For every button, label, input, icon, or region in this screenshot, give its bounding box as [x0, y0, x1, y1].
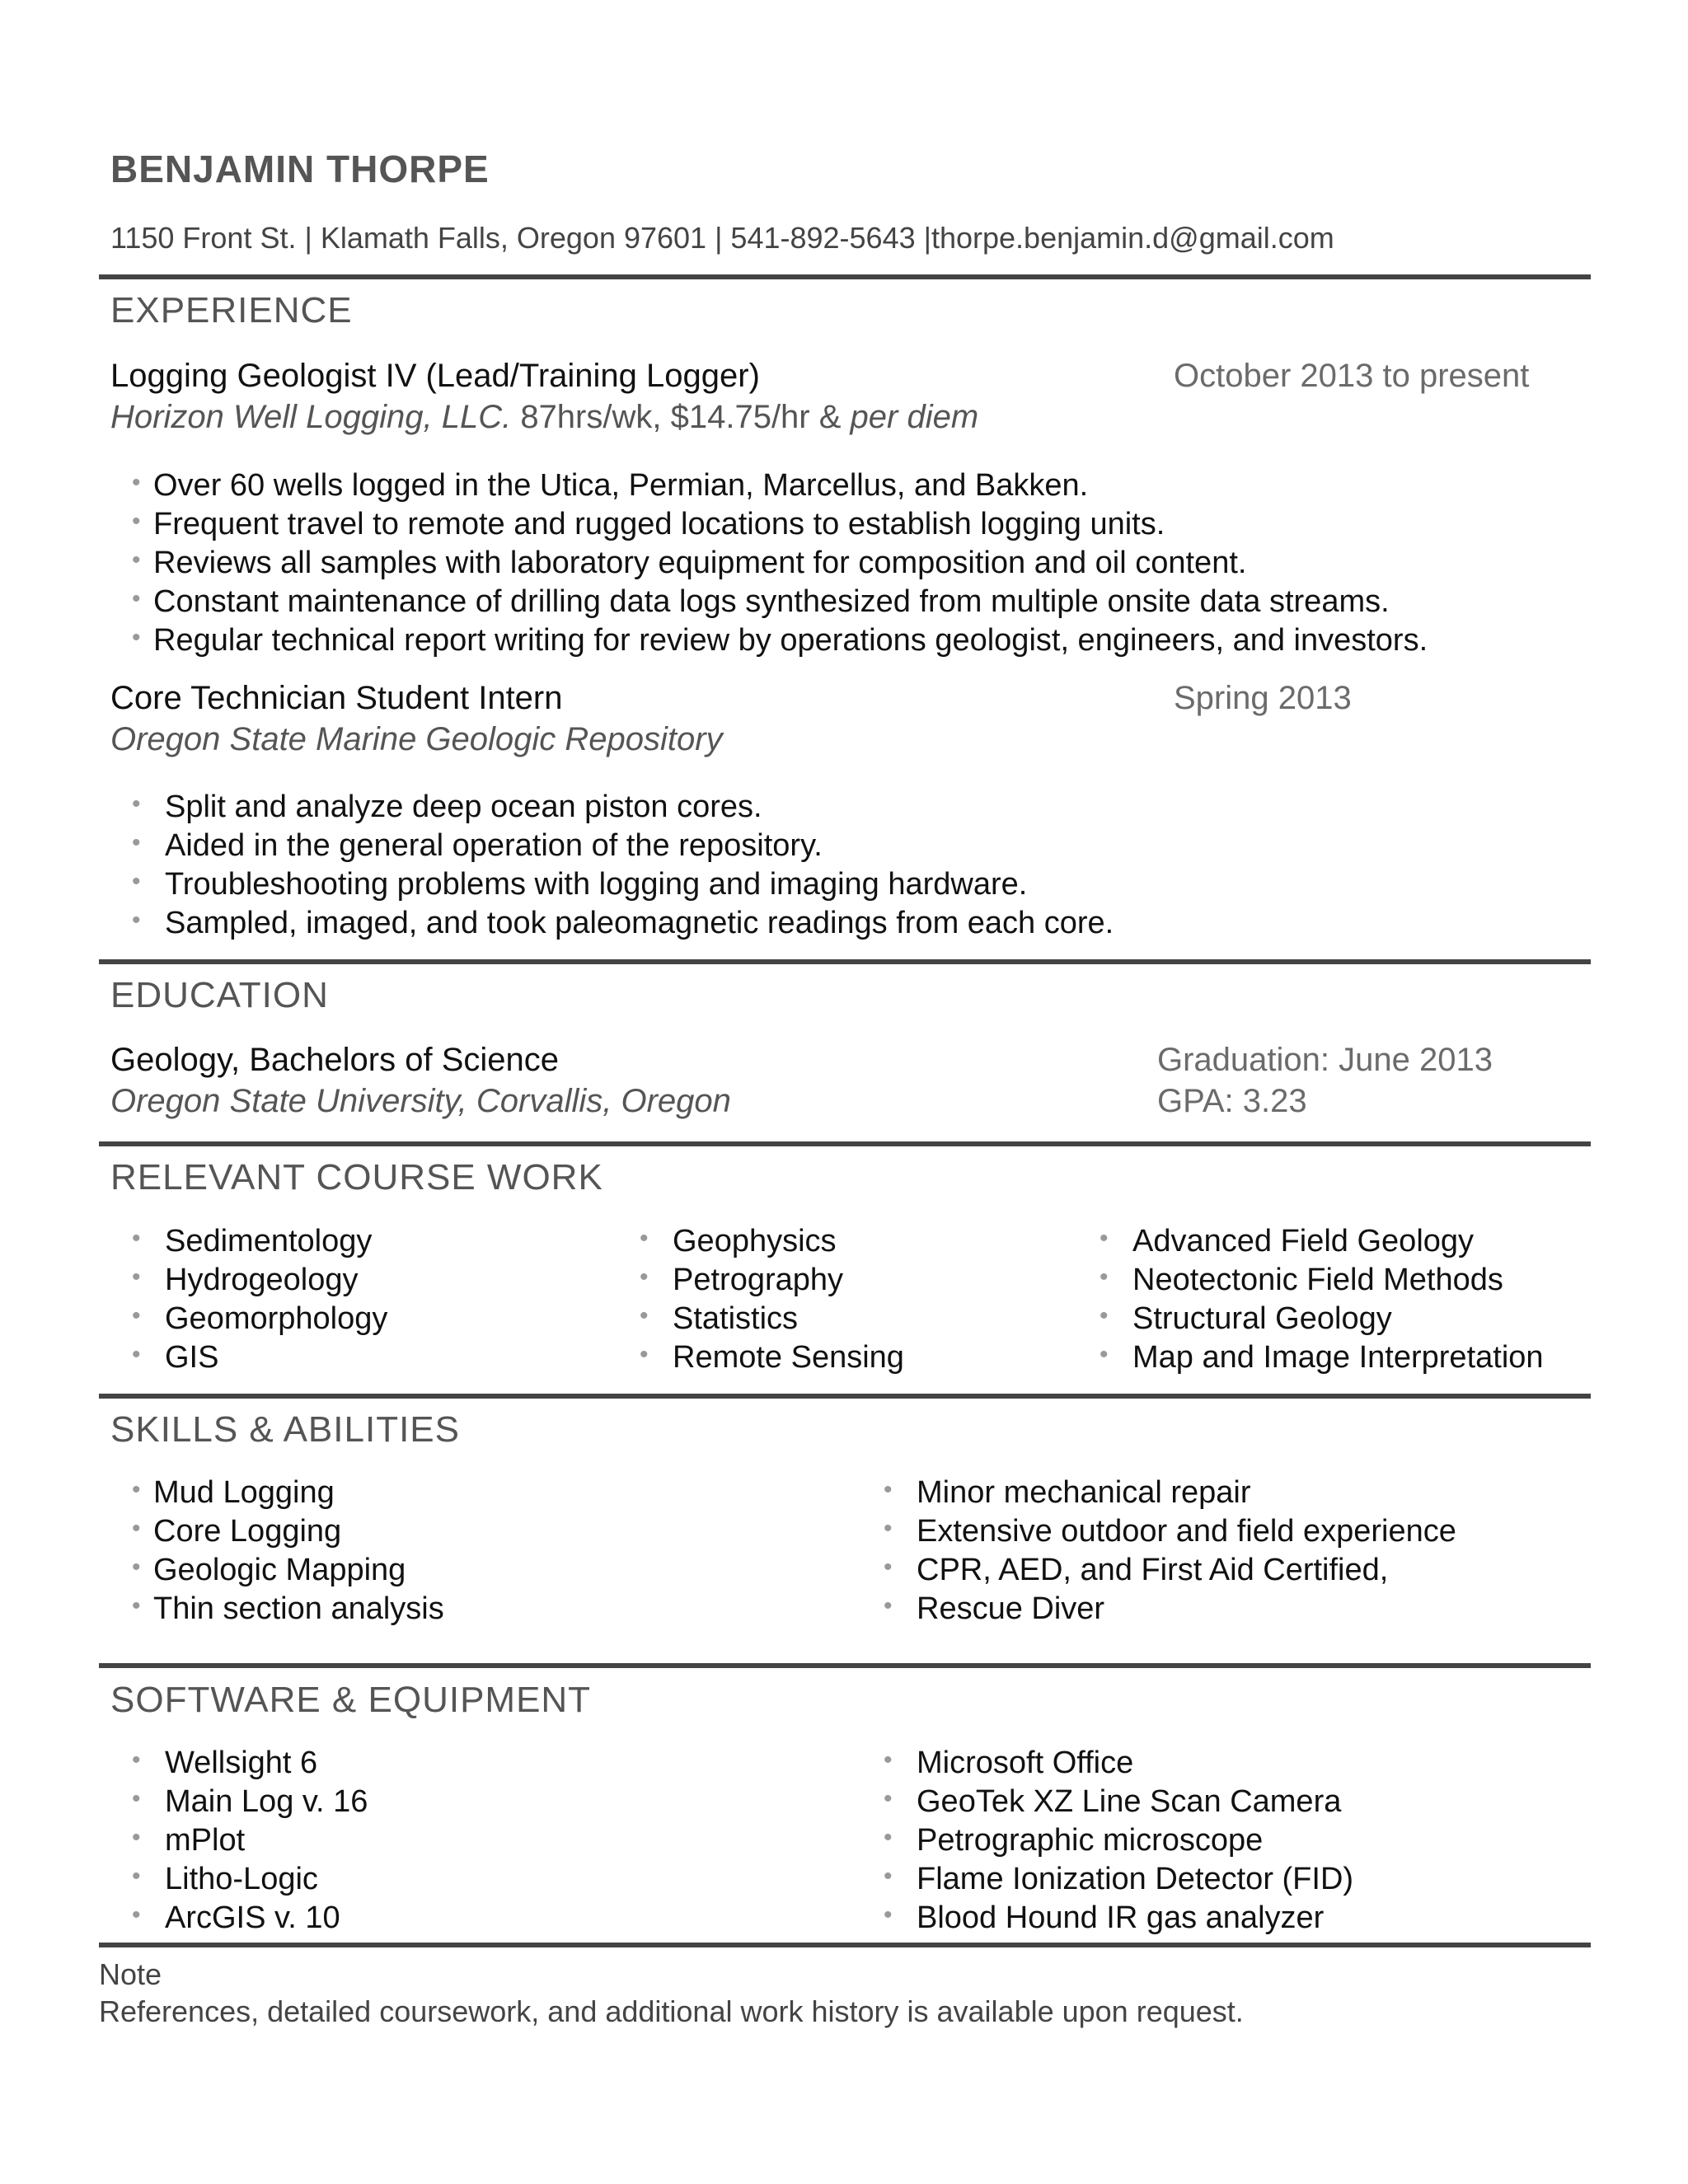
list-item: • Neotectonic Field Methods: [1100, 1261, 1544, 1300]
bullet-icon: •: [132, 1302, 141, 1329]
list-item: • Split and analyze deep ocean piston cores.: [132, 788, 1114, 827]
bullet-icon: •: [884, 1863, 893, 1890]
list-item: • Hydrogeology: [132, 1261, 387, 1300]
section-divider: [99, 1394, 1591, 1399]
section-heading-skills: SKILLS & ABILITIES: [110, 1409, 460, 1450]
job-title: Logging Geologist IV (Lead/Training Logger): [110, 358, 760, 394]
list-item: • Minor mechanical repair: [884, 1474, 1456, 1512]
bullet-icon: •: [884, 1515, 893, 1542]
job-organization: [110, 399, 978, 436]
bullet-icon: •: [1100, 1341, 1109, 1368]
list-item: • Geologic Mapping: [132, 1551, 444, 1590]
bullet-icon: •: [132, 1263, 141, 1291]
list-item: • Sampled, imaged, and took paleomagnetic readings from each core.: [132, 904, 1114, 943]
bullet-icon: •: [132, 1515, 141, 1542]
list-item: • Map and Image Interpretation: [1100, 1338, 1544, 1377]
bullet-icon: •: [132, 585, 141, 612]
list-item: • Reviews all samples with laboratory equipment for composition and oil content.: [132, 544, 1428, 583]
section-divider: [99, 1943, 1591, 1947]
list-item: • Frequent travel to remote and rugged locations to establish logging units.: [132, 505, 1428, 544]
list-item: • Rescue Diver: [884, 1590, 1456, 1629]
list-item: • Wellsight 6: [132, 1744, 368, 1783]
coursework-list: [1100, 1222, 1544, 1377]
section-heading-software: SOFTWARE & EQUIPMENT: [110, 1680, 592, 1720]
job-organization: Oregon State Marine Geologic Repository: [110, 721, 723, 757]
bullet-icon: •: [132, 1554, 141, 1581]
list-item: • Petrography: [640, 1261, 904, 1300]
list-item: • mPlot: [132, 1821, 368, 1860]
job-title: Core Technician Student Intern: [110, 680, 563, 716]
job-dates: October 2013 to present: [1174, 358, 1530, 394]
list-item: • GeoTek XZ Line Scan Camera: [884, 1783, 1353, 1821]
job-details: 87hrs/wk, $14.75/hr &: [511, 399, 851, 435]
list-item: • Constant maintenance of drilling data logs synthesized from multiple onsite data streams.: [132, 583, 1428, 621]
bullet-icon: •: [640, 1225, 649, 1252]
bullet-icon: •: [640, 1263, 649, 1291]
degree: Geology, Bachelors of Science: [110, 1042, 560, 1078]
job-dates: Spring 2013: [1174, 680, 1352, 716]
contact-info: 1150 Front St. | Klamath Falls, Oregon 97601 | 541-892-5643 |thorpe.benjamin.d@gmail.com: [110, 221, 1334, 255]
list-item: • ArcGIS v. 10: [132, 1899, 368, 1938]
graduation-date: Graduation: June 2013: [1157, 1042, 1493, 1078]
bullet-icon: •: [132, 1592, 141, 1619]
bullet-icon: •: [884, 1824, 893, 1851]
list-item: • Main Log v. 16: [132, 1783, 368, 1821]
bullet-icon: •: [1100, 1263, 1109, 1291]
coursework-list: [640, 1222, 904, 1377]
section-divider: [99, 1141, 1591, 1146]
bullet-icon: •: [132, 624, 141, 651]
bullet-icon: •: [132, 790, 141, 818]
list-item: • Geophysics: [640, 1222, 904, 1261]
list-item: • Troubleshooting problems with logging and imaging hardware.: [132, 865, 1114, 904]
bullet-icon: •: [884, 1476, 893, 1503]
bullet-icon: •: [884, 1554, 893, 1581]
list-item: • Sedimentology: [132, 1222, 387, 1261]
bullet-icon: •: [1100, 1225, 1109, 1252]
bullet-icon: •: [132, 829, 141, 856]
section-divider: [99, 274, 1591, 279]
list-item: • Advanced Field Geology: [1100, 1222, 1544, 1261]
bullet-icon: •: [132, 1476, 141, 1503]
list-item: • GIS: [132, 1338, 387, 1377]
section-divider: [99, 959, 1591, 964]
list-item: • Regular technical report writing for review by operations geologist, engineers, and investors.: [132, 621, 1428, 660]
list-item: • Core Logging: [132, 1512, 444, 1551]
list-item: • Extensive outdoor and field experience: [884, 1512, 1456, 1551]
list-item: • Over 60 wells logged in the Utica, Permian, Marcellus, and Bakken.: [132, 466, 1428, 505]
bullet-icon: •: [132, 508, 141, 535]
bullet-icon: •: [132, 1824, 141, 1851]
software-list: [132, 1744, 368, 1938]
job-details-italic: per diem: [850, 399, 979, 435]
bullet-icon: •: [884, 1746, 893, 1774]
bullet-icon: •: [884, 1901, 893, 1929]
school: Oregon State University, Corvallis, Oregon: [110, 1083, 731, 1119]
list-item: • Aided in the general operation of the repository.: [132, 827, 1114, 865]
list-item: • Blood Hound IR gas analyzer: [884, 1899, 1353, 1938]
bullet-icon: •: [132, 546, 141, 574]
list-item: • Structural Geology: [1100, 1300, 1544, 1338]
organization-name: Horizon Well Logging, LLC.: [110, 399, 512, 435]
gpa: GPA: 3.23: [1157, 1083, 1307, 1119]
bullet-icon: •: [640, 1341, 649, 1368]
list-item: • Flame Ionization Detector (FID): [884, 1860, 1353, 1899]
note-text: References, detailed coursework, and additional work history is available upon request.: [99, 1994, 1244, 2028]
job-bullet-list: [132, 466, 1428, 660]
bullet-icon: •: [132, 1341, 141, 1368]
list-item: • Thin section analysis: [132, 1590, 444, 1629]
bullet-icon: •: [884, 1785, 893, 1812]
skills-list: [884, 1474, 1456, 1629]
section-divider: [99, 1663, 1591, 1668]
bullet-icon: •: [132, 907, 141, 934]
section-heading-experience: EXPERIENCE: [110, 290, 353, 330]
note-title: Note: [99, 1957, 162, 1991]
software-list: [884, 1744, 1353, 1938]
list-item: • CPR, AED, and First Aid Certified,: [884, 1551, 1456, 1590]
skills-list: [132, 1474, 444, 1629]
list-item: • Litho-Logic: [132, 1860, 368, 1899]
bullet-icon: •: [132, 1863, 141, 1890]
list-item: • Geomorphology: [132, 1300, 387, 1338]
section-heading-coursework: RELEVANT COURSE WORK: [110, 1157, 603, 1197]
list-item: • Statistics: [640, 1300, 904, 1338]
bullet-icon: •: [884, 1592, 893, 1619]
list-item: • Petrographic microscope: [884, 1821, 1353, 1860]
bullet-icon: •: [132, 469, 141, 496]
resume-name: BENJAMIN THORPE: [110, 148, 490, 190]
job-bullet-list: [132, 788, 1114, 943]
coursework-list: [132, 1222, 387, 1377]
section-heading-education: EDUCATION: [110, 975, 329, 1015]
bullet-icon: •: [132, 1746, 141, 1774]
bullet-icon: •: [640, 1302, 649, 1329]
bullet-icon: •: [132, 1225, 141, 1252]
list-item: • Microsoft Office: [884, 1744, 1353, 1783]
bullet-icon: •: [132, 1785, 141, 1812]
list-item: • Mud Logging: [132, 1474, 444, 1512]
bullet-icon: •: [1100, 1302, 1109, 1329]
bullet-icon: •: [132, 1901, 141, 1929]
bullet-icon: •: [132, 868, 141, 895]
list-item: • Remote Sensing: [640, 1338, 904, 1377]
